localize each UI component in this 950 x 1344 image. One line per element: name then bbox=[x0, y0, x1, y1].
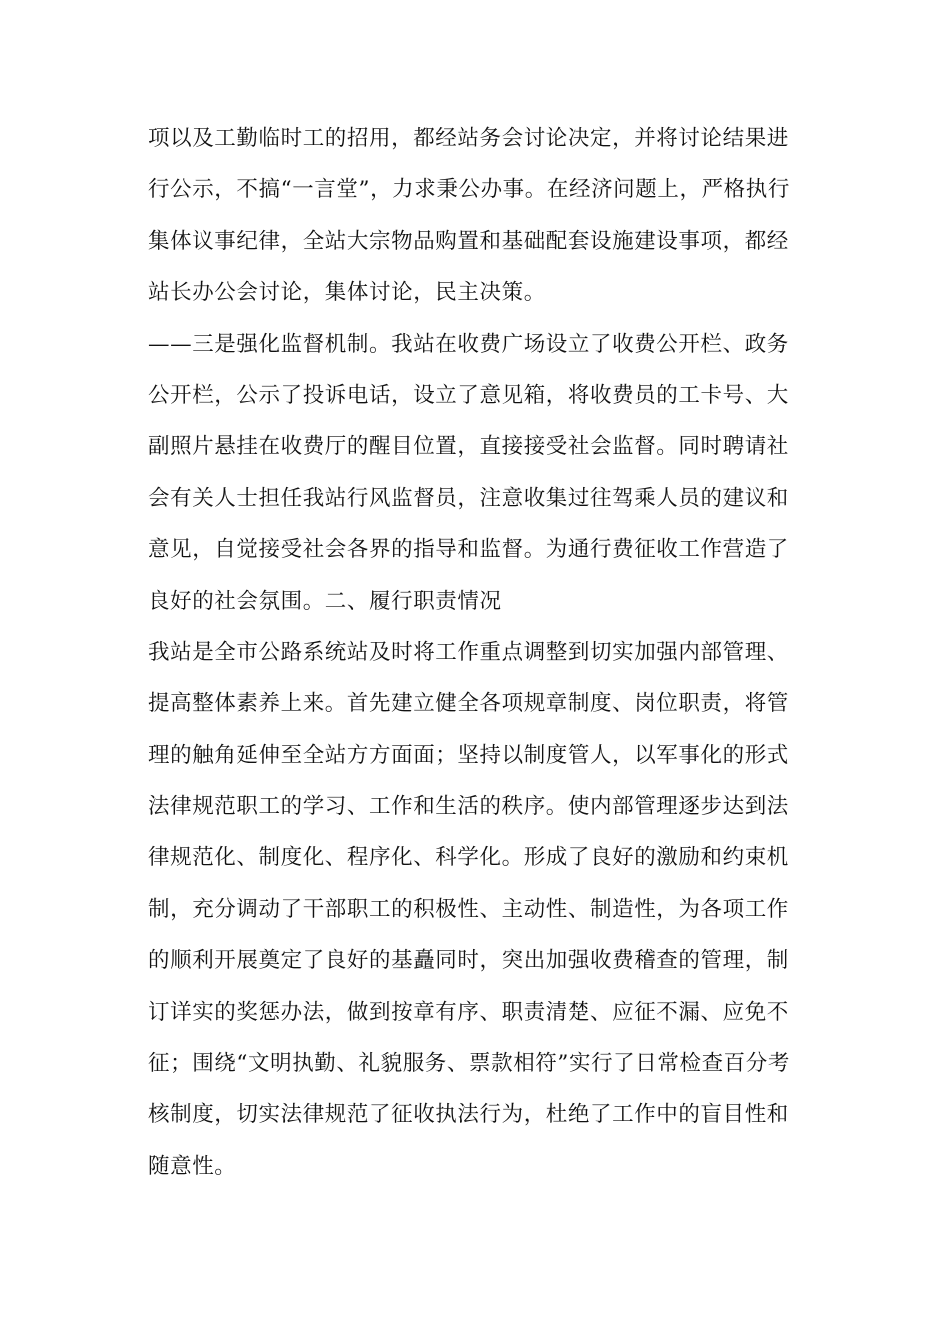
text-line: 的顺利开展奠定了良好的基矗同时，突出加强收费稽查的管理，制 bbox=[148, 948, 789, 974]
text-line: 会有关人士担任我站行风监督员，注意收集过往驾乘人员的建议和 bbox=[148, 485, 789, 511]
text-line: 律规范化、制度化、程序化、科学化。形成了良好的激励和约束机 bbox=[148, 845, 789, 871]
text-line: 随意性。 bbox=[148, 1153, 237, 1179]
body-text bbox=[148, 113, 800, 1192]
text-line: 良好的社会氛围。二、履行职责情况 bbox=[148, 588, 502, 614]
text-line: 意见，自觉接受社会各界的指导和监督。为通行费征收工作营造了 bbox=[148, 537, 789, 563]
text-line: 站长办公会讨论，集体讨论，民主决策。 bbox=[148, 280, 546, 306]
text-line: 订详实的奖惩办法，做到按章有序、职责清楚、应征不漏、应免不 bbox=[148, 999, 789, 1025]
text-line: 集体议事纪律，全站大宗物品购置和基础配套设施建设事项，都经 bbox=[148, 228, 789, 254]
text-line: 法律规范职工的学习、工作和生活的秩序。使内部管理逐步达到法 bbox=[148, 794, 789, 820]
text-line: 理的触角延伸至全站方方面面；坚持以制度管人，以军事化的形式 bbox=[148, 742, 789, 768]
text-line: 项以及工勤临时工的招用，都经站务会讨论决定，并将讨论结果进 bbox=[148, 126, 789, 151]
text-line: 公开栏，公示了投诉电话，设立了意见箱，将收费员的工卡号、大 bbox=[148, 382, 789, 408]
text-line: 制，充分调动了干部职工的积极性、主动性、制造性，为各项工作 bbox=[148, 896, 789, 922]
text-line: 我站是全市公路系统站及时将工作重点调整到切实加强内部管理、 bbox=[148, 639, 789, 665]
text-line: 核制度，切实法律规范了征收执法行为，杜绝了工作中的盲目性和 bbox=[148, 1102, 789, 1128]
text-line: 副照片悬挂在收费厅的醒目位置，直接接受社会监督。同时聘请社 bbox=[148, 434, 789, 460]
text-line: 提高整体素养上来。首先建立健全各项规章制度、岗位职责，将管 bbox=[148, 691, 789, 717]
text-line: ——三是强化监督机制。我站在收费广场设立了收费公开栏、政务 bbox=[148, 331, 789, 357]
text-line: 行公示，不搞“一言堂”，力求秉公办事。在经济问题上，严格执行 bbox=[148, 177, 790, 203]
text-line: 征；围绕“文明执勤、礼貌服务、票款相符”实行了日常检查百分考 bbox=[148, 1051, 790, 1077]
